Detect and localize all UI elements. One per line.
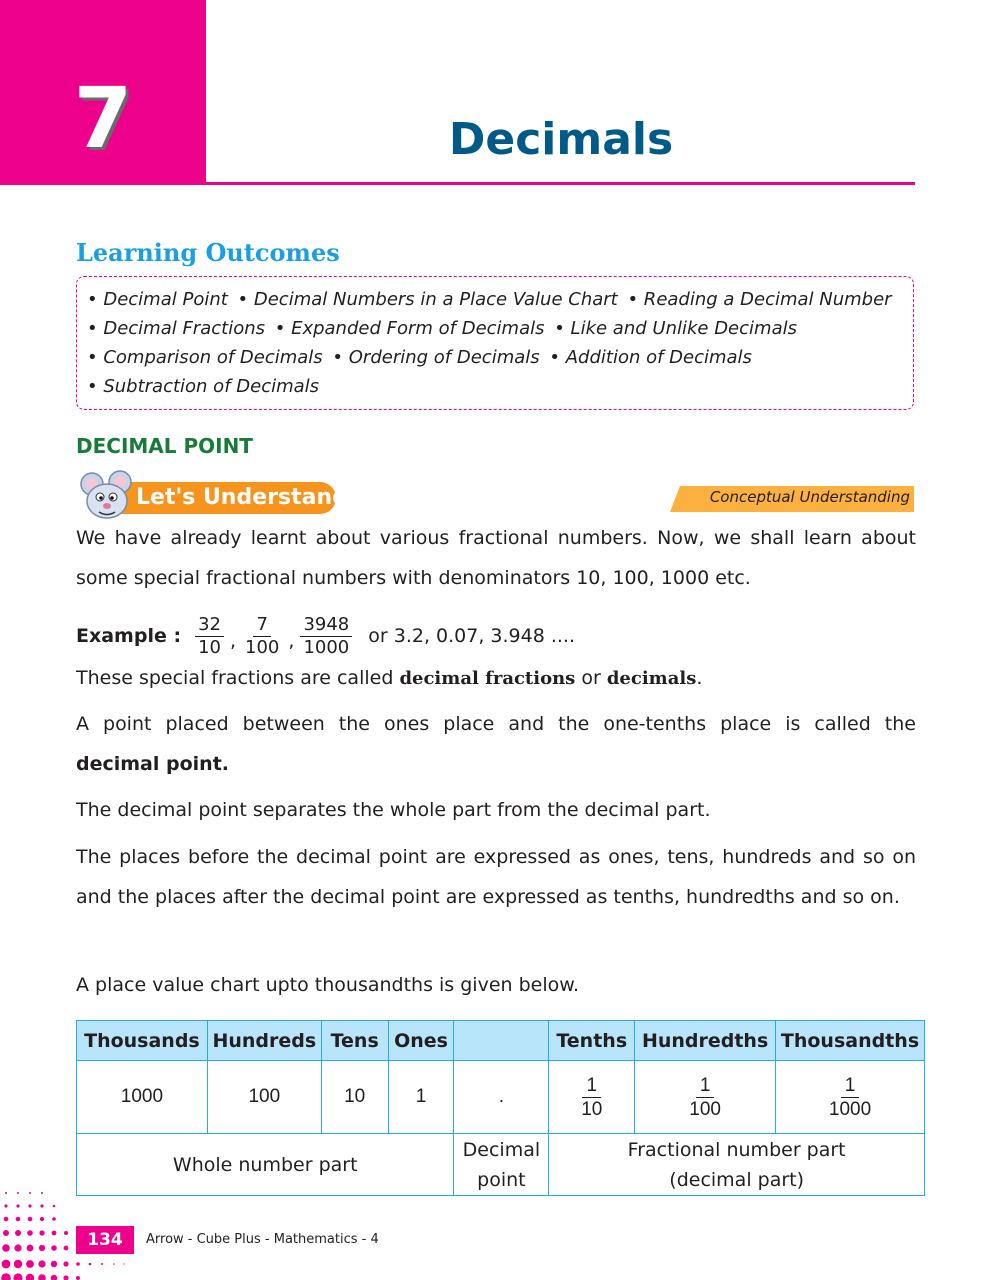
outcome-item: • Expanded Form of Decimals <box>274 318 545 339</box>
table-values-row <box>77 1061 925 1134</box>
example-fraction <box>195 614 224 659</box>
fractional-number-part <box>549 1134 925 1196</box>
learning-outcomes-heading: Learning Outcomes <box>76 238 340 267</box>
example-row <box>76 608 575 664</box>
conceptual-understanding-label: Conceptual Understanding <box>709 488 910 506</box>
table-header-row <box>77 1021 925 1061</box>
outcome-item: • Decimal Point <box>87 289 228 310</box>
value-hundreds: 100 <box>207 1061 321 1134</box>
header-tens: Tens <box>321 1021 388 1061</box>
value-tenths <box>549 1061 635 1134</box>
header-ones: Ones <box>388 1021 454 1061</box>
title-rule <box>206 182 915 185</box>
fractional-part-line: Fractional number part <box>627 1138 846 1161</box>
book-title-footer: Arrow - Cube Plus - Mathematics - 4 <box>146 1232 379 1247</box>
learning-outcomes-box <box>76 276 914 410</box>
term-decimals: decimals <box>606 668 697 689</box>
table-parts-row <box>77 1134 925 1196</box>
fraction-denominator: 10 <box>198 636 221 658</box>
decimal-point-line: Decimal <box>462 1138 541 1161</box>
fraction-numerator: 1 <box>841 1074 860 1098</box>
fraction-separator: , <box>288 630 295 652</box>
fraction-denominator: 100 <box>245 636 280 658</box>
outcome-item: • Addition of Decimals <box>549 347 752 368</box>
special-post: . <box>696 667 703 689</box>
page-number: 134 <box>76 1226 134 1254</box>
chapter-number: 7 <box>73 69 133 167</box>
section-heading: DECIMAL POINT <box>76 434 253 458</box>
value-thousandths <box>776 1061 925 1134</box>
fractional-part-line: (decimal part) <box>669 1168 805 1191</box>
definition-text: A point placed between the ones place and the one-tenths place is called the <box>76 713 916 735</box>
value-decimal-point: . <box>454 1061 549 1134</box>
fraction-denominator: 10 <box>581 1098 603 1120</box>
header-thousands: Thousands <box>77 1021 208 1061</box>
decimal-point-term: decimal point. <box>76 753 230 775</box>
example-fraction <box>242 614 282 659</box>
fraction-numerator: 3948 <box>300 614 352 637</box>
example-decimals: or 3.2, 0.07, 3.948 .... <box>368 625 575 647</box>
header-hundredths: Hundredths <box>635 1021 776 1061</box>
learning-outcomes-line <box>87 314 913 343</box>
fraction-denominator: 1000 <box>303 636 350 658</box>
learning-outcomes-line <box>87 285 913 314</box>
fraction-denominator: 1000 <box>828 1098 872 1120</box>
outcome-item: • Comparison of Decimals <box>87 347 323 368</box>
fraction-separator: , <box>229 630 237 652</box>
header-thousandths: Thousandths <box>776 1021 925 1061</box>
outcome-item: • Decimal Numbers in a Place Value Chart <box>237 289 618 310</box>
thousandths-fraction <box>825 1074 875 1121</box>
learning-outcomes-line <box>87 372 913 401</box>
learning-outcomes-line <box>87 343 913 372</box>
decimal-point-cell <box>454 1134 549 1196</box>
example-label: Example : <box>76 625 182 647</box>
header-tenths: Tenths <box>549 1021 635 1061</box>
outcome-item: • Reading a Decimal Number <box>627 289 892 310</box>
whole-number-part: Whole number part <box>77 1134 454 1196</box>
hundredths-fraction <box>685 1074 725 1121</box>
lets-understand-label: Let's Understand <box>136 485 348 510</box>
special-pre: These special fractions are called <box>76 667 400 689</box>
outcome-item: • Ordering of Decimals <box>332 347 540 368</box>
fraction-numerator: 1 <box>696 1074 715 1098</box>
decimal-point-line: point <box>477 1168 526 1191</box>
chart-intro-paragraph: A place value chart upto thousandths is given below. <box>76 974 580 996</box>
places-paragraph: The places before the decimal point are expressed as ones, tens, hundreds and so on and the places after the decimal point are expressed as tenths, hundredths and so on. <box>76 846 916 908</box>
place-value-table <box>76 1020 925 1196</box>
example-fraction <box>300 614 352 659</box>
outcome-item: • Like and Unlike Decimals <box>554 318 797 339</box>
value-hundredths <box>635 1061 776 1134</box>
value-ones: 1 <box>388 1061 454 1134</box>
special-fractions-paragraph <box>76 658 916 699</box>
chapter-title: Decimals <box>448 114 674 165</box>
mouse-mascot-icon <box>78 470 138 522</box>
value-tens: 10 <box>321 1061 388 1134</box>
tenths-fraction <box>577 1074 606 1121</box>
fraction-denominator: 100 <box>689 1098 721 1120</box>
fraction-numerator: 1 <box>582 1074 601 1098</box>
outcome-item: • Subtraction of Decimals <box>87 376 320 397</box>
value-thousands: 1000 <box>77 1061 208 1134</box>
special-mid: or <box>575 667 607 689</box>
outcome-item: • Decimal Fractions <box>87 318 265 339</box>
intro-paragraph: We have already learnt about various fractional numbers. Now, we shall learn about some special fractional numbers with denominators 10, 100, 1000 etc. <box>76 527 916 589</box>
header-hundreds: Hundreds <box>207 1021 321 1061</box>
decimal-point-definition <box>76 704 916 744</box>
fraction-numerator: 32 <box>195 614 224 637</box>
term-decimal-fractions: decimal fractions <box>399 668 576 689</box>
fraction-numerator: 7 <box>253 614 270 637</box>
separates-paragraph: The decimal point separates the whole part from the decimal part. <box>76 799 711 821</box>
header-blank <box>454 1021 549 1061</box>
